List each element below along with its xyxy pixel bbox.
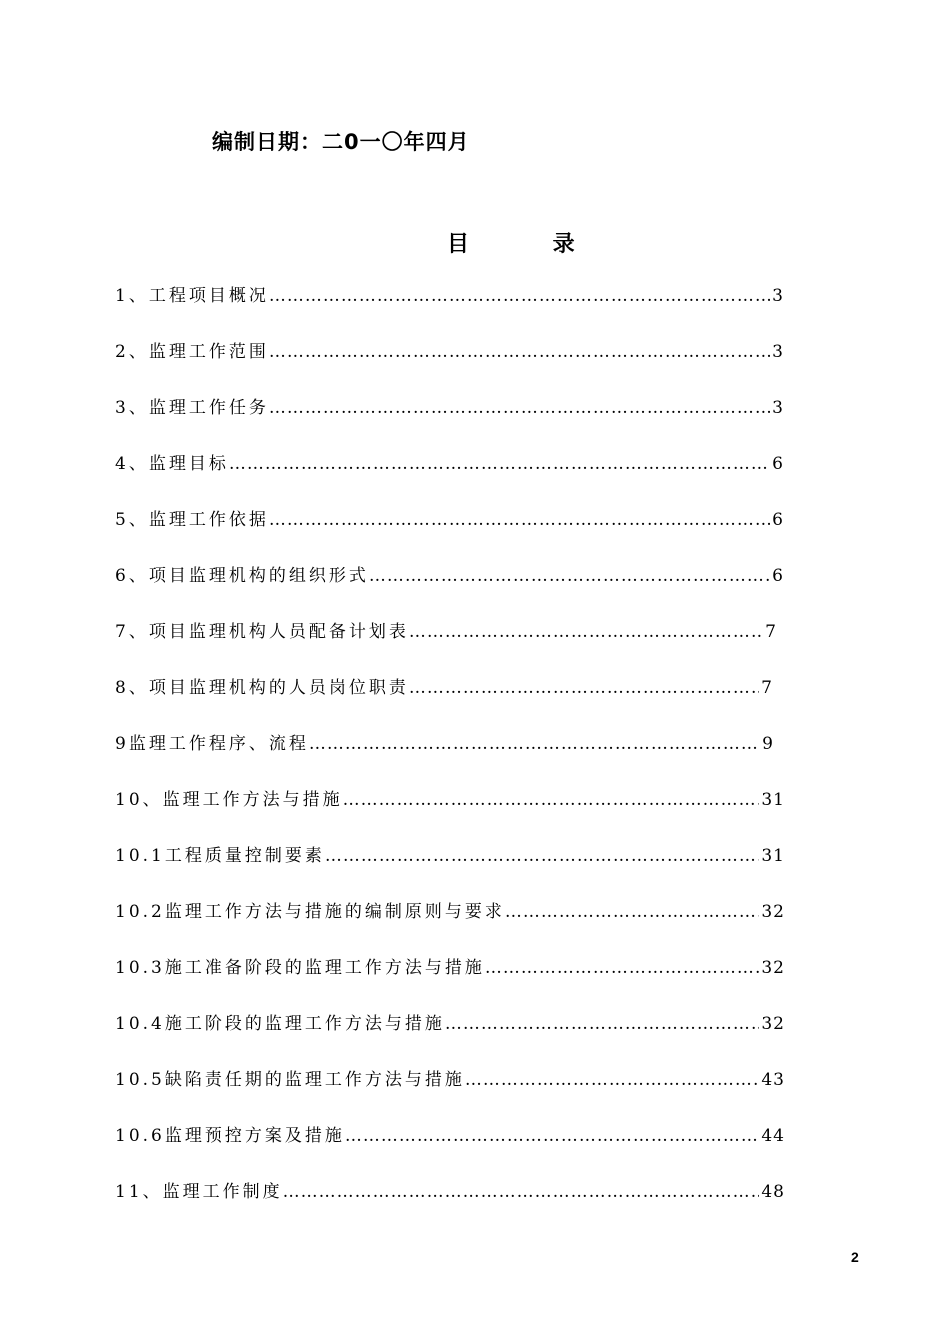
toc-entry-label: 1、工程项目概况 [115,286,269,306]
toc-dot-leader [409,678,759,698]
toc-dot-leader [325,846,760,866]
toc-entry-label: 10.4施工阶段的监理工作方法与措施 [115,1014,445,1034]
toc-dot-leader [269,398,770,418]
toc-entry-page: 3 [772,286,784,306]
toc-entry-label: 10.1工程质量控制要素 [115,846,325,866]
toc-dot-leader [269,286,770,306]
toc-entry-label: 6、项目监理机构的组织形式 [115,566,369,586]
toc-entry-label: 3、监理工作任务 [115,398,269,418]
toc-entry-label: 10.5缺陷责任期的监理工作方法与措施 [115,1070,465,1090]
toc-entry-page: 7 [761,678,773,698]
toc-dot-leader [409,622,763,642]
toc-title: 目 录 [447,232,613,257]
toc-dot-leader [269,342,770,362]
toc-dot-leader [269,510,770,530]
toc-entry-page: 32 [761,958,785,978]
toc-entry[interactable] [115,393,784,421]
toc-dot-leader [283,1182,760,1202]
toc-entry[interactable] [115,729,774,757]
toc-entry[interactable] [115,617,777,645]
toc-dot-leader [485,958,760,978]
toc-dot-leader [505,902,760,922]
toc-entry[interactable] [115,785,785,813]
toc-entry-label: 9监理工作程序、流程 [115,734,309,754]
toc-entry[interactable] [115,281,784,309]
toc-entry-page: 3 [772,342,784,362]
toc-entry-page: 31 [761,790,785,810]
toc-entry-label: 8、项目监理机构的人员岗位职责 [115,678,409,698]
toc-entry[interactable] [115,841,785,869]
toc-dot-leader [343,790,760,810]
toc-entry[interactable] [115,897,785,925]
toc-entry-page: 3 [772,398,784,418]
page-number: 2 [851,1249,859,1265]
toc-entry-label: 10.2监理工作方法与措施的编制原则与要求 [115,902,505,922]
toc-entry-label: 7、项目监理机构人员配备计划表 [115,622,409,642]
toc-entry[interactable] [115,953,785,981]
toc-entry[interactable] [115,1065,785,1093]
toc-entry[interactable] [115,449,784,477]
toc-dot-leader [309,734,760,754]
toc-entry[interactable] [115,1121,785,1149]
toc-entry[interactable] [115,1177,785,1205]
toc-entry-label: 11、监理工作制度 [115,1182,283,1202]
toc-entry[interactable] [115,561,784,589]
toc-dot-leader [229,454,770,474]
toc-entry-page: 43 [761,1070,785,1090]
toc-entry-label: 4、监理目标 [115,454,229,474]
toc-dot-leader [465,1070,760,1090]
toc-dot-leader [369,566,770,586]
toc-entry[interactable] [115,505,784,533]
toc-entry[interactable] [115,337,784,365]
toc-entry-label: 10.6监理预控方案及措施 [115,1126,345,1146]
toc-entry-page: 31 [761,846,785,866]
toc-entry-page: 32 [761,1014,785,1034]
toc-dot-leader [345,1126,760,1146]
toc-entry-label: 5、监理工作依据 [115,510,269,530]
toc-entry-page: 9 [762,734,774,754]
toc-entry-label: 2、监理工作范围 [115,342,269,362]
toc-entry-page: 48 [761,1182,785,1202]
toc-entry-label: 10、监理工作方法与措施 [115,790,343,810]
toc-entry-page: 6 [772,454,784,474]
toc-entry[interactable] [115,673,773,701]
toc-entry-label: 10.3施工准备阶段的监理工作方法与措施 [115,958,485,978]
toc-entry[interactable] [115,1009,785,1037]
toc-entry-page: 6 [772,510,784,530]
compile-date: 编制日期：二0一〇年四月 [212,130,470,154]
toc-entry-page: 32 [761,902,785,922]
toc-dot-leader [445,1014,760,1034]
toc-entry-page: 6 [772,566,784,586]
toc-entry-page: 44 [761,1126,785,1146]
toc-entry-page: 7 [765,622,777,642]
